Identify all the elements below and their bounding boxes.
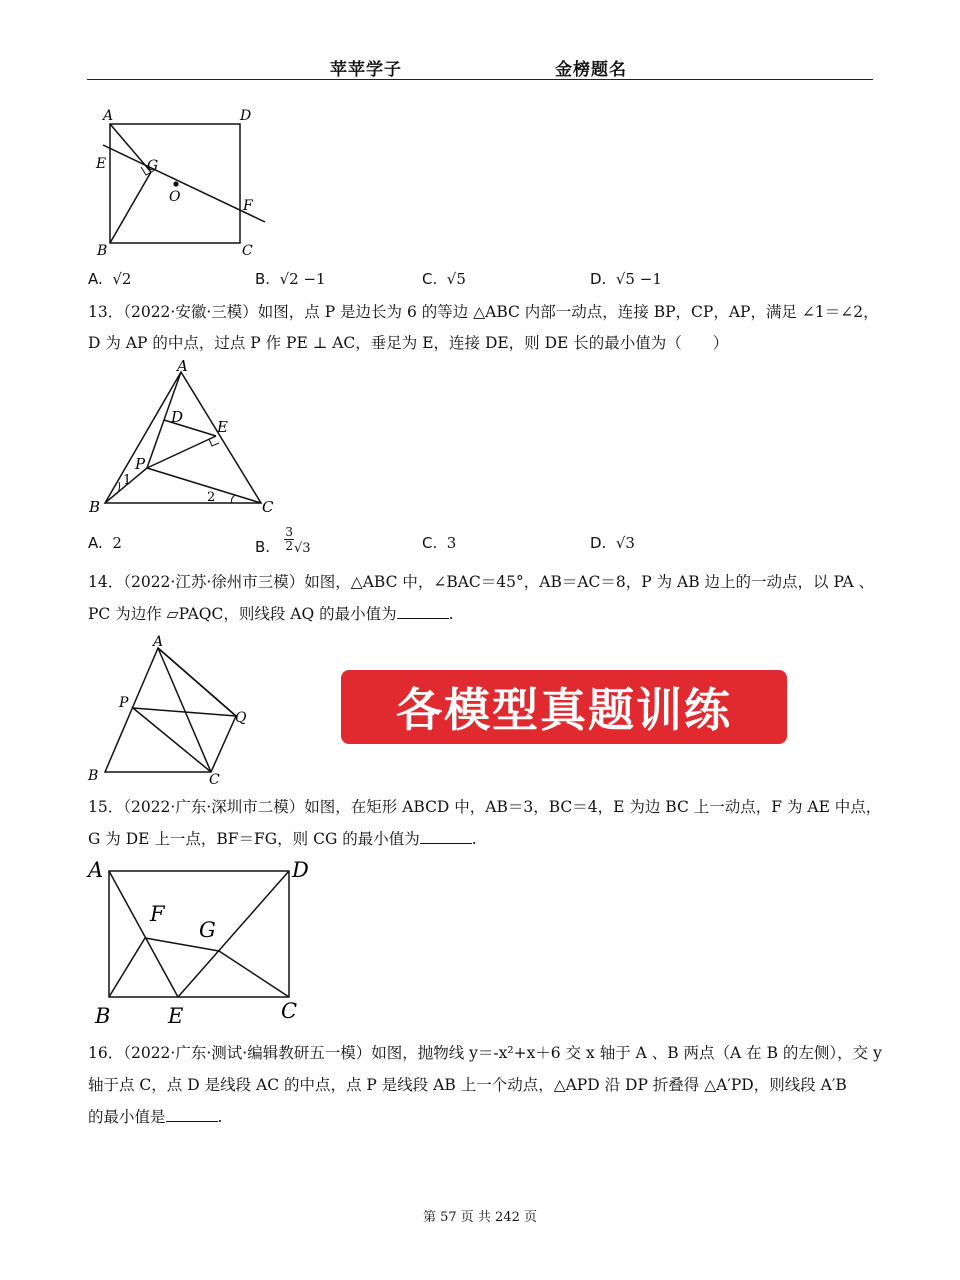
q13-option-c: C. 3 <box>422 534 457 552</box>
q15-text-line2: G 为 DE 上一点，BF＝FG，则 CG 的最小值为 . <box>88 830 477 848</box>
q16-text-line1: 16．（2022·广东·测试·编辑教研五一模）如图，抛物线 y＝-x²+x＋6 交 x 轴于 A 、B 两点（A 在 B 的左侧），交 y <box>88 1044 882 1062</box>
fig14-label-C: C <box>209 772 220 788</box>
q16-text-line3: 的最小值是 . <box>88 1108 223 1126</box>
fig12-label-G: G <box>147 158 159 174</box>
q13-text-line2: D 为 AP 的中点，过点 P 作 PE ⊥ AC，垂足为 E，连接 DE，则 DE 长的最小值为（ ） <box>88 334 729 352</box>
fig14-label-Q: Q <box>235 710 247 726</box>
page-footer: 第 57 页 共 242 页 <box>422 1210 538 1225</box>
fig13-label-E: E <box>217 418 228 436</box>
fig13-label-1: 1 <box>123 473 132 488</box>
q14-text-line2: PC 为边作 ▱PAQC，则线段 AQ 的最小值为 . <box>88 605 454 623</box>
figure-q15-rectangle <box>85 855 325 1035</box>
fig15-label-C: C <box>281 999 298 1023</box>
fig12-label-E: E <box>96 156 107 172</box>
figure-q14-parallelogram <box>85 630 265 790</box>
fig15-label-G: G <box>199 918 216 942</box>
header-left: 苹苹学子 <box>330 60 402 80</box>
q14-answer-blank <box>397 604 449 619</box>
fig15-label-D: D <box>292 858 309 882</box>
q12-option-a: A. √2 <box>88 270 132 288</box>
fig12-label-B: B <box>97 243 108 259</box>
fig15-label-A: A <box>88 858 104 882</box>
fig14-label-A: A <box>153 634 164 650</box>
q13-option-d: D. √3 <box>590 534 635 552</box>
q12-option-c: C. √5 <box>422 270 466 288</box>
header-rule <box>87 79 873 80</box>
fig12-label-C: C <box>242 243 253 259</box>
fig15-label-E: E <box>168 1004 184 1028</box>
fig13-label-B: B <box>89 498 101 516</box>
figure-q13-triangle <box>85 360 285 520</box>
fig14-label-P: P <box>119 695 129 711</box>
section-banner: 各模型真题训练 <box>341 670 787 744</box>
fig13-label-P: P <box>135 455 146 473</box>
q15-text-line1: 15．（2022·广东·深圳市二模）如图，在矩形 ABCD 中，AB＝3，BC＝4，E 为边 BC 上一动点，F 为 AE 中点， <box>88 798 882 816</box>
q13-option-a: A. 2 <box>88 534 122 552</box>
q16-text-line2: 轴于点 C，点 D 是线段 AC 的中点，点 P 是线段 AB 上一个动点，△APD 沿 DP 折叠得 △A′PD，则线段 A′B <box>88 1076 847 1094</box>
fig13-label-2: 2 <box>207 490 216 505</box>
fig13-label-D: D <box>171 408 184 426</box>
fig13-label-C: C <box>262 498 274 516</box>
q13-option-b: B. $\frac{3}{2}$ √3 <box>255 525 311 556</box>
q15-answer-blank <box>420 829 472 844</box>
q12-option-d: D. √5 −1 <box>590 270 662 288</box>
fig12-label-F: F <box>243 198 253 214</box>
fig15-label-F: F <box>150 902 165 926</box>
fig12-label-O: O <box>169 189 181 205</box>
fig12-label-A: A <box>103 108 114 124</box>
q12-option-b: B. √2 −1 <box>255 270 326 288</box>
header-right: 金榜题名 <box>555 60 627 80</box>
fig12-label-D: D <box>240 108 252 124</box>
fig15-label-B: B <box>95 1004 111 1028</box>
q14-text-line1: 14．（2022·江苏·徐州市三模）如图，△ABC 中，∠BAC＝45°，AB＝AC＝8，P 为 AB 边上的一动点，以 PA 、 <box>88 573 875 591</box>
fig14-label-B: B <box>88 768 99 784</box>
q16-answer-blank <box>166 1107 218 1122</box>
figure-q12-square <box>85 100 285 265</box>
fig13-label-A: A <box>177 360 188 375</box>
q13-text-line1: 13．（2022·安徽·三模）如图，点 P 是边长为 6 的等边 △ABC 内部一动点，连接 BP，CP，AP，满足 ∠1＝∠2， <box>88 303 879 321</box>
